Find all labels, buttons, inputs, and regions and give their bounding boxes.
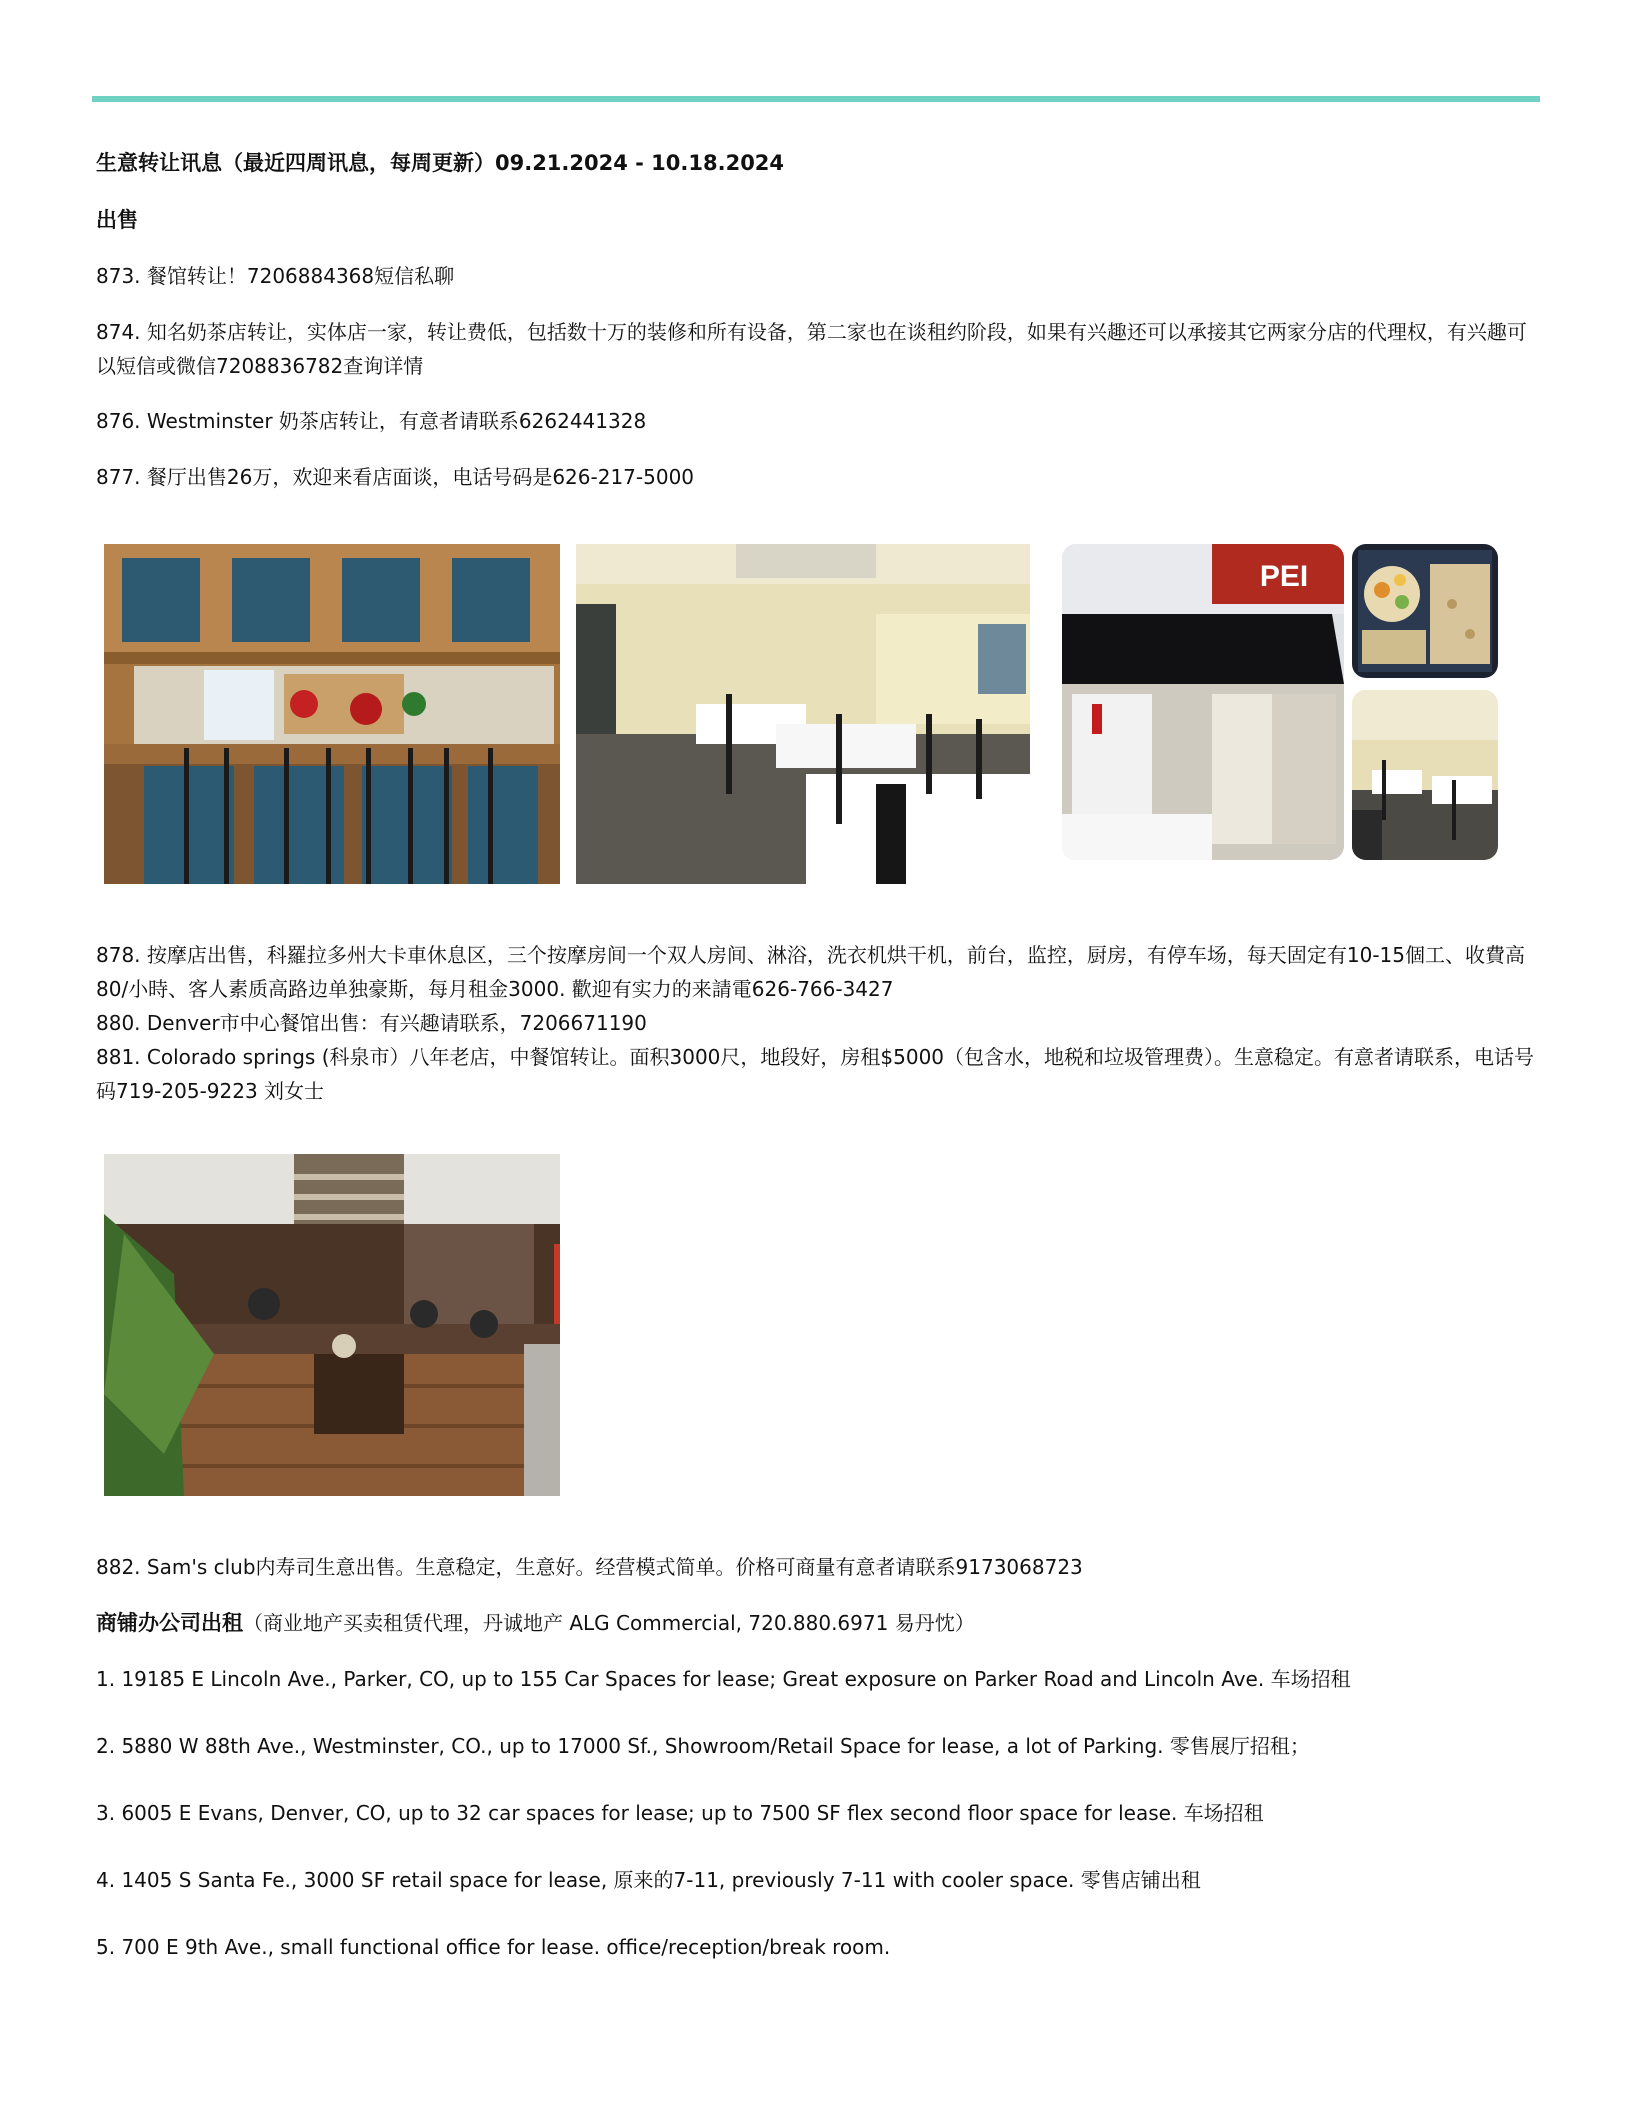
listing-880: 880. Denver市中心餐馆出售：有兴趣请联系，7206671190 — [96, 1011, 647, 1035]
listing-873: 873. 餐馆转让！7206884368短信私聊 — [96, 264, 455, 288]
photo-restaurant-bar — [104, 544, 560, 884]
lease-item-3: 3. 6005 E Evans, Denver, CO, up to 32 car spaces for lease; up to 7500 SF flex second floor space for lease. 车场招租 — [96, 1801, 1264, 1825]
lease-item-4: 4. 1405 S Santa Fe., 3000 SF retail space for lease, 原来的7-11, previously 7-11 with cooler space. 零售店铺出租 — [96, 1868, 1201, 1892]
listing-882: 882. Sam's club内寿司生意出售。生意稳定，生意好。经营模式简单。价格可商量有意者请联系9173068723 — [96, 1555, 1083, 1579]
sale-heading: 出售 — [96, 208, 138, 232]
photo-food-box — [1352, 544, 1498, 678]
listing-876: 876. Westminster 奶茶店转让，有意者请联系6262441328 — [96, 409, 647, 433]
lease-heading-note: （商业地产买卖租赁代理，丹诚地产 ALG Commercial, 720.880.6971 易丹忱） — [243, 1611, 975, 1635]
lease-item-1: 1. 19185 E Lincoln Ave., Parker, CO, up to 155 Car Spaces for lease; Great exposure on Parker Road and Lincoln Ave. 车场招租 — [96, 1667, 1351, 1691]
photo-interior-dining — [1352, 690, 1498, 860]
lease-item-5: 5. 700 E 9th Ave., small functional office for lease. office/reception/break room. — [96, 1935, 891, 1959]
listing-878: 878. 按摩店出售，科羅拉多州大卡車休息区，三个按摩房间一个双人房间、淋浴，洗衣机烘干机，前台，监控，厨房，有停车场，每天固定有10-15個工、收費高80/小時、客人素质高路边单独豪斯，每月租金3000. 歡迎有实力的来請電626-766-3427 — [96, 943, 1526, 1001]
listing-877: 877. 餐厅出售26万，欢迎来看店面谈，电话号码是626-217-5000 — [96, 465, 695, 489]
lease-heading-row — [96, 1606, 1536, 1640]
listing-874: 874. 知名奶茶店转让，实体店一家，转让费低，包括数十万的装修和所有设备，第二家也在谈租约阶段，如果有兴趣还可以承接其它两家分店的代理权，有兴趣可以短信或微信7208836782查询详情 — [96, 320, 1527, 378]
listing-881: 881. Colorado springs (科泉市）八年老店，中餐馆转让。面积3000尺，地段好，房租$5000（包含水，地税和垃圾管理费）。生意稳定。有意者请联系，电话号码719-205-9223 刘女士 — [96, 1045, 1535, 1103]
photo-restaurant-interior — [104, 1154, 560, 1496]
photo-storefront — [1062, 544, 1344, 860]
lease-heading: 商铺办公司出租 — [96, 1611, 243, 1635]
photo-dining-room — [576, 544, 1030, 884]
top-accent-rule — [92, 96, 1540, 102]
page-title: 生意转让讯息（最近四周讯息，每周更新）09.21.2024 - 10.18.2024 — [96, 151, 785, 175]
lease-item-2: 2. 5880 W 88th Ave., Westminster, CO., up to 17000 Sf., Showroom/Retail Space for lease, a lot of Parking. 零售展厅招租； — [96, 1734, 1310, 1758]
storefront-sign-text: PEI — [1259, 560, 1309, 593]
